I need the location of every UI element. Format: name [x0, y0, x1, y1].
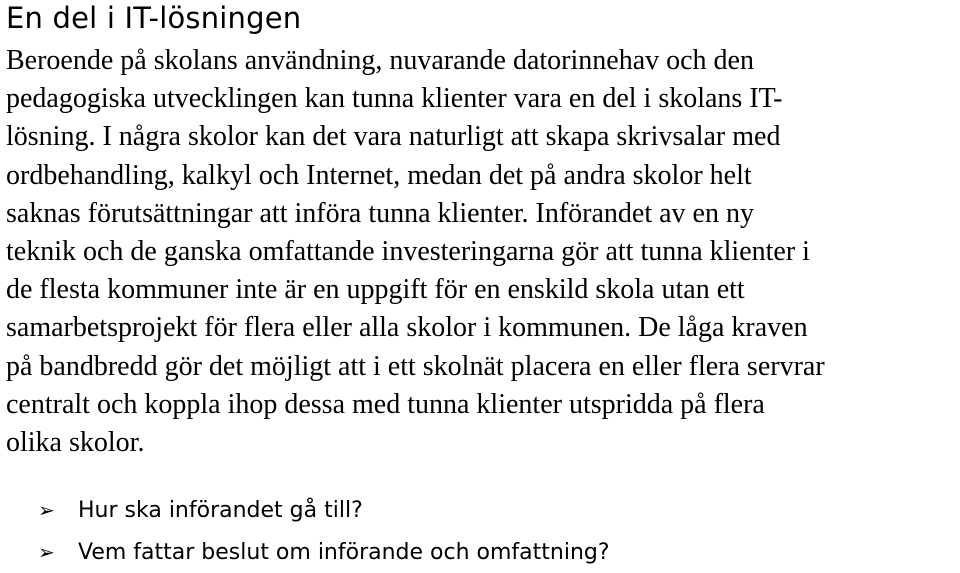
bullet-text: Hur ska införandet gå till?: [78, 497, 363, 523]
body-paragraph: [6, 42, 960, 462]
arrow-bullet-icon: ➢: [38, 540, 55, 564]
paragraph-line: de flesta kommuner inte är en uppgift för en enskild skola utan ett: [6, 274, 745, 306]
paragraph-line: lösning. I några skolor kan det vara naturligt att skapa skrivsalar med: [6, 121, 781, 153]
bullet-text: Vem fattar beslut om införande och omfattning?: [78, 539, 610, 565]
paragraph-line: saknas förutsättningar att införa tunna klienter. Införandet av en ny: [6, 197, 754, 229]
paragraph-line: olika skolor.: [6, 427, 145, 459]
paragraph-line: Beroende på skolans användning, nuvarande datorinnehav och den: [6, 45, 754, 76]
list-item: [38, 489, 610, 531]
list-item: [38, 531, 610, 573]
paragraph-line: pedagogiska utvecklingen kan tunna klienter vara en del i skolans IT-: [6, 83, 783, 115]
paragraph-line: teknik och de ganska omfattande investeringarna gör att tunna klienter i: [6, 236, 810, 268]
page-title: En del i IT-lösningen: [6, 1, 302, 35]
arrow-bullet-icon: ➢: [38, 498, 55, 522]
paragraph-line: samarbetsprojekt för flera eller alla skolor i kommunen. De låga kraven: [6, 312, 808, 344]
paragraph-line: på bandbredd gör det möjligt att i ett skolnät placera en eller flera servrar: [6, 350, 825, 382]
paragraph-line: centralt och koppla ihop dessa med tunna klienter utspridda på flera: [6, 388, 765, 420]
paragraph-line: ordbehandling, kalkyl och Internet, medan det på andra skolor helt: [6, 159, 752, 191]
bullet-list: [38, 489, 610, 573]
